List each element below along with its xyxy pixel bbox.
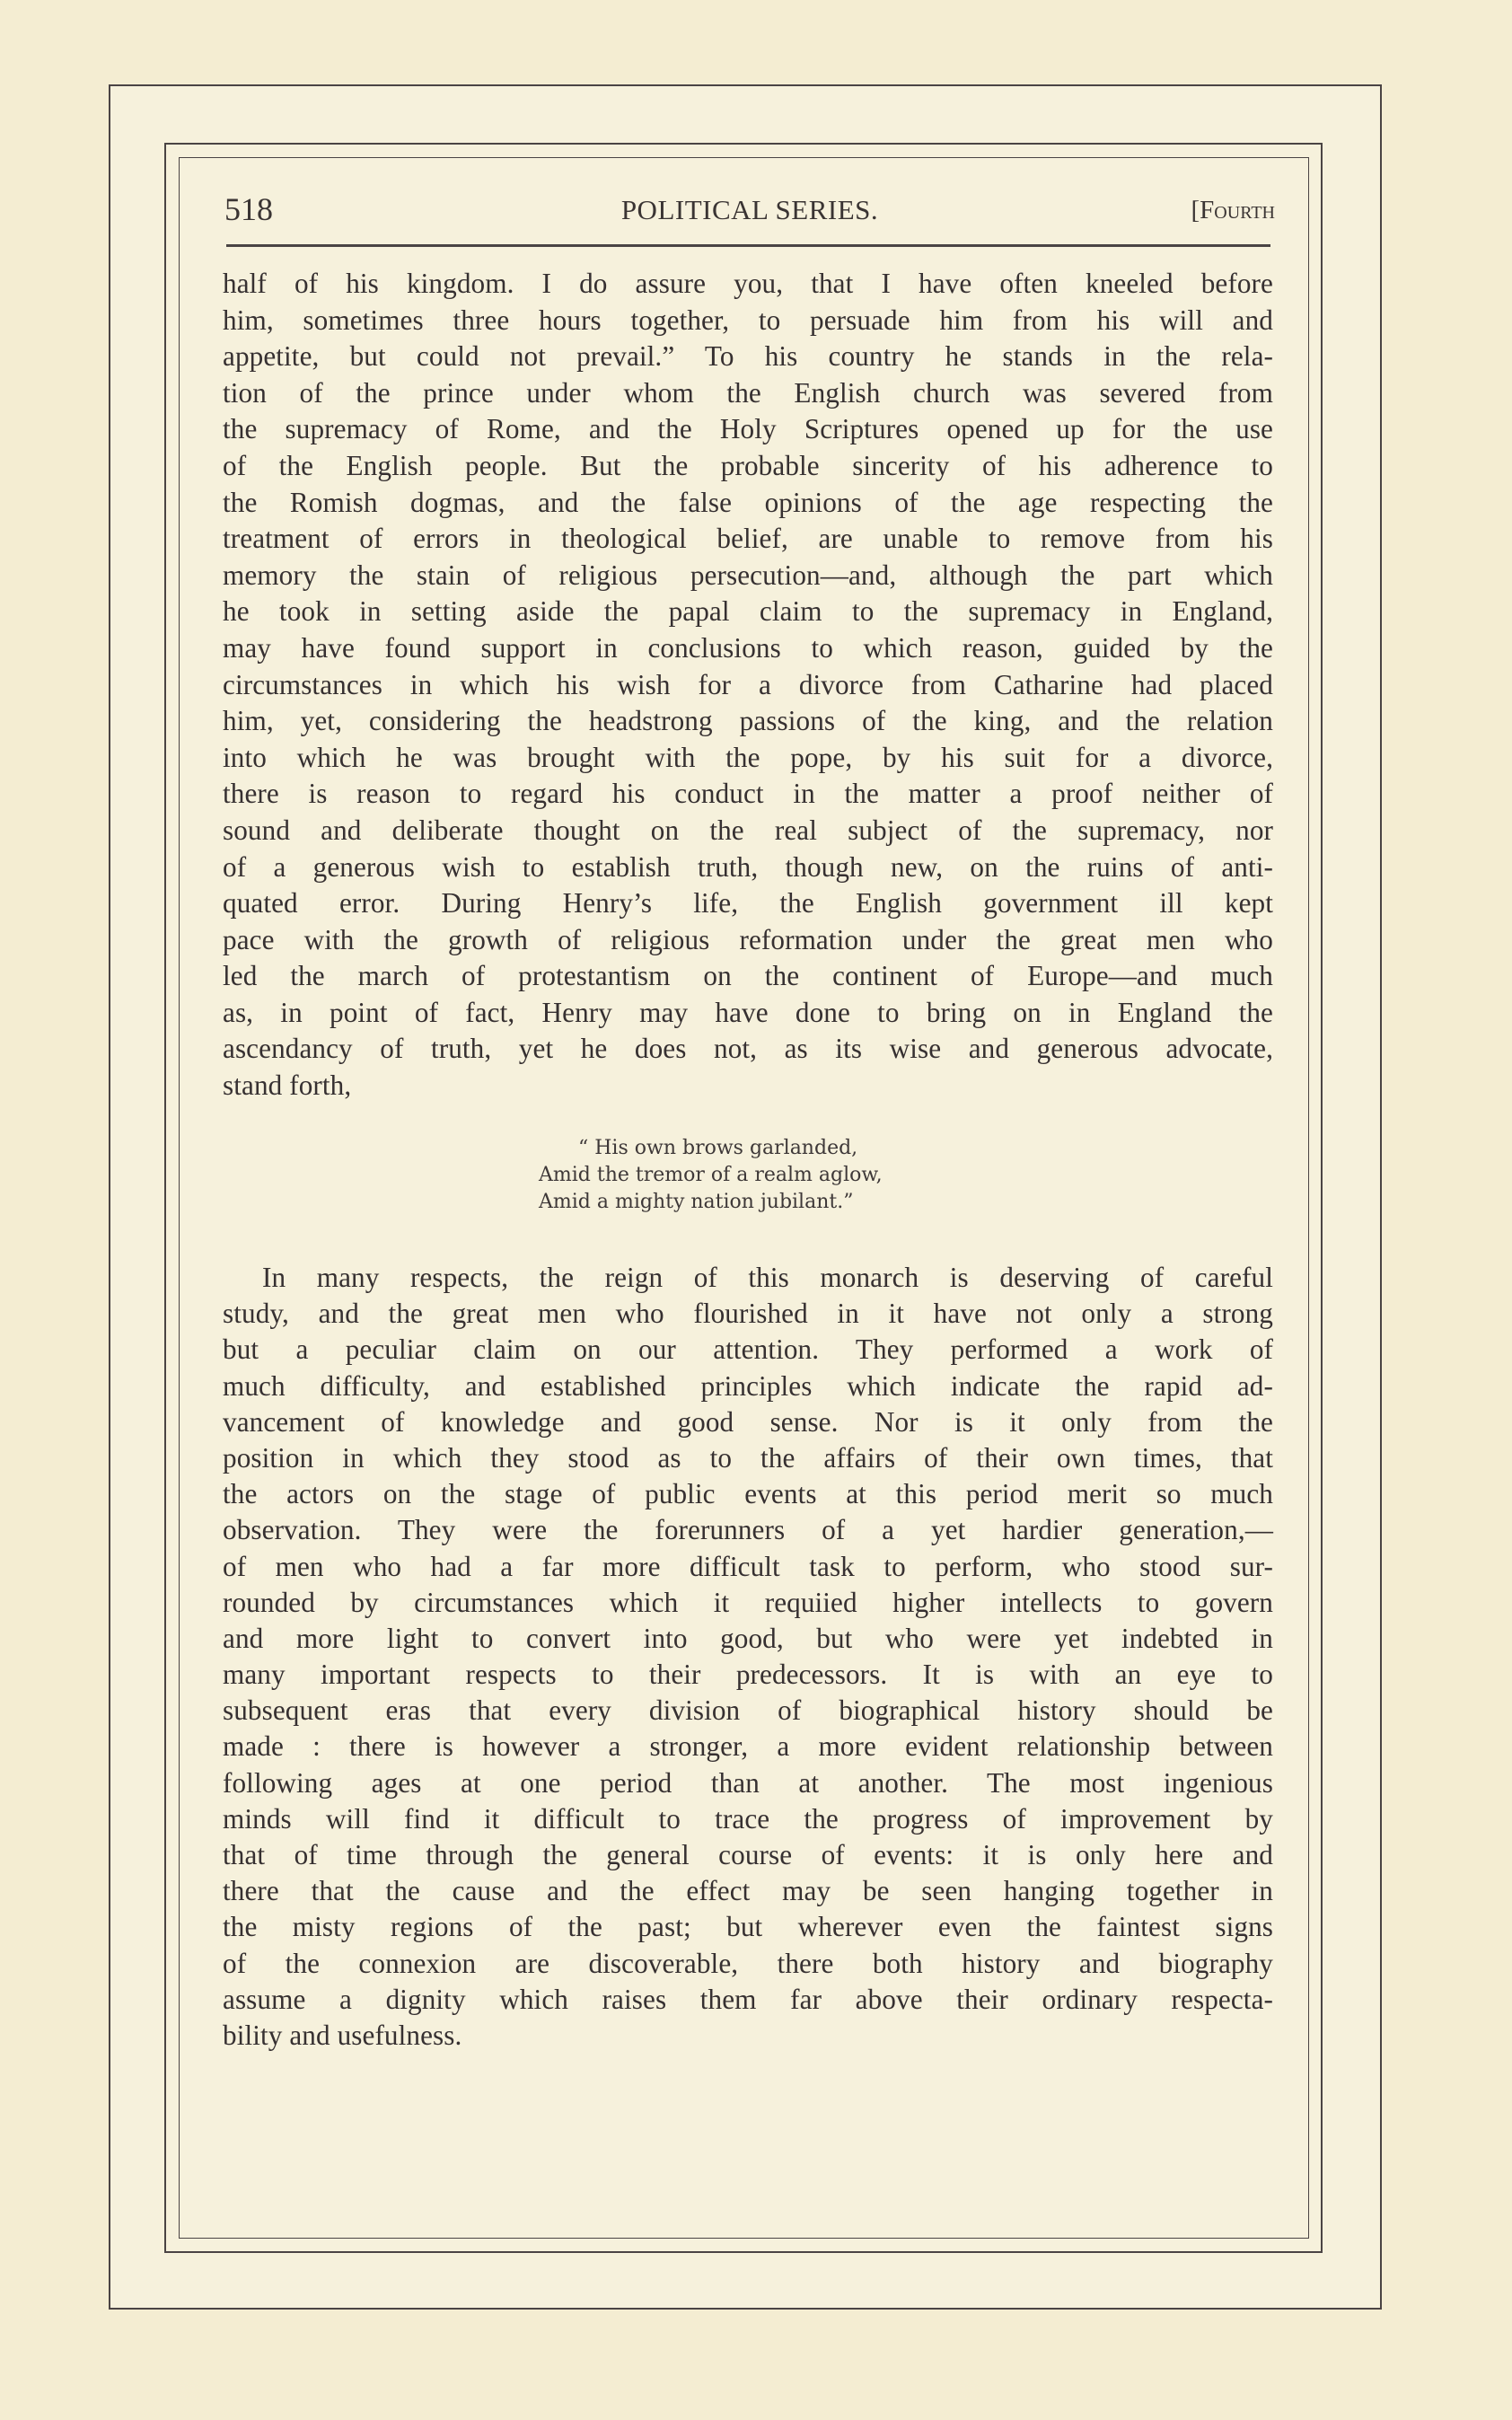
text-line: he took in setting aside the papal claim to the supremacy in England, bbox=[223, 595, 1273, 628]
text-line: minds will find it difficult to trace the progress of improvement by bbox=[223, 1802, 1273, 1835]
text-line: treatment of errors in theological belief, are unable to remove from his bbox=[223, 523, 1273, 555]
verse-line: “ His own brows garlanded, bbox=[578, 1137, 858, 1159]
text-line: of a generous wish to establish truth, though new, on the ruins of anti- bbox=[223, 850, 1273, 883]
text-line: led the march of protestantism on the continent of Europe—and much bbox=[223, 960, 1273, 992]
text-line: many important respects to their predecessors. It is with an eye to bbox=[223, 1659, 1273, 1691]
text-line: observation. They were the forerunners of a yet hardier generation,— bbox=[223, 1514, 1273, 1546]
page-number: 518 bbox=[224, 191, 273, 227]
text-line: study, and the great men who flourished in it have not only a strong bbox=[223, 1298, 1273, 1330]
text-line: there is reason to regard his conduct in the matter a proof neither of bbox=[223, 778, 1273, 810]
text-line: made : there is however a stronger, a more evident relationship between bbox=[223, 1730, 1273, 1763]
text-line: subsequent eras that every division of biographical history should be bbox=[223, 1694, 1273, 1727]
text-line: memory the stain of religious persecution—and, although the part which bbox=[223, 559, 1273, 591]
text-line: tion of the prince under whom the English church was severed from bbox=[223, 376, 1273, 409]
text-line: assume a dignity which raises them far above their ordinary respecta- bbox=[223, 1983, 1273, 2015]
text-line: In many respects, the reign of this monarch is deserving of careful bbox=[262, 1262, 1273, 1293]
text-line: sound and deliberate thought on the real subject of the supremacy, nor bbox=[223, 814, 1273, 846]
text-line: much difficulty, and established principles which indicate the rapid ad- bbox=[223, 1369, 1273, 1402]
text-line: of the connexion are discoverable, there both history and biography bbox=[223, 1947, 1273, 1979]
verse-quotation bbox=[539, 1135, 1006, 1216]
text-line: there that the cause and the effect may be seen hanging together in bbox=[223, 1875, 1273, 1907]
paragraph-2 bbox=[223, 1260, 1273, 2054]
text-line: but a peculiar claim on our attention. They performed a work of bbox=[223, 1333, 1273, 1366]
text-line: position in which they stood as to the affairs of their own times, that bbox=[223, 1441, 1273, 1474]
text-line: the misty regions of the past; but wherever even the faintest signs bbox=[223, 1911, 1273, 1943]
text-line: vancement of knowledge and good sense. Nor is it only from the bbox=[223, 1405, 1273, 1438]
running-head bbox=[224, 190, 1275, 235]
verse-line: Amid a mighty nation jubilant.” bbox=[539, 1191, 854, 1213]
text-line: of men who had a far more difficult task to perform, who stood sur- bbox=[223, 1550, 1273, 1582]
paragraph-1 bbox=[223, 266, 1273, 1104]
text-line: ascendancy of truth, yet he does not, as its wise and generous advocate, bbox=[223, 1033, 1273, 1065]
text-line: stand forth, bbox=[223, 1069, 352, 1102]
text-line: and more light to convert into good, but who were yet indebted in bbox=[223, 1622, 1273, 1654]
text-line: as, in point of fact, Henry may have done to bring on in England the bbox=[223, 996, 1273, 1028]
text-line: pace with the growth of religious reformation under the great men who bbox=[223, 923, 1273, 955]
text-line: half of his kingdom. I do assure you, that I have often kneeled before bbox=[223, 268, 1273, 299]
text-line: quated error. During Henry’s life, the English government ill kept bbox=[223, 887, 1273, 920]
verse-line: Amid the tremor of a realm aglow, bbox=[539, 1164, 883, 1186]
text-line: of the English people. But the probable sincerity of his adherence to bbox=[223, 449, 1273, 481]
text-line: bility and usefulness. bbox=[223, 2019, 462, 2051]
text-line: into which he was brought with the pope, by his suit for a divorce, bbox=[223, 741, 1273, 773]
text-line: the Romish dogmas, and the false opinions of the age respecting the bbox=[223, 486, 1273, 518]
text-line: following ages at one period than at another. The most ingenious bbox=[223, 1766, 1273, 1799]
section-mark: [Fourth bbox=[1191, 196, 1275, 224]
text-line: the supremacy of Rome, and the Holy Scriptures opened up for the use bbox=[223, 413, 1273, 445]
series-title: POLITICAL SERIES. bbox=[620, 194, 879, 225]
text-line: him, yet, considering the headstrong passions of the king, and the relation bbox=[223, 705, 1273, 737]
text-line: may have found support in conclusions to which reason, guided by the bbox=[223, 631, 1273, 664]
text-line: him, sometimes three hours together, to persuade him from his will and bbox=[223, 304, 1273, 336]
text-line: appetite, but could not prevail.” To his country he stands in the rela- bbox=[223, 340, 1273, 373]
header-rule bbox=[226, 244, 1270, 247]
text-line: that of time through the general course of events: it is only here and bbox=[223, 1839, 1273, 1870]
text-line: the actors on the stage of public events at this period merit so much bbox=[223, 1478, 1273, 1510]
text-line: circumstances in which his wish for a divorce from Catharine had placed bbox=[223, 668, 1273, 700]
text-line: rounded by circumstances which it requiied higher intellects to govern bbox=[223, 1586, 1273, 1618]
